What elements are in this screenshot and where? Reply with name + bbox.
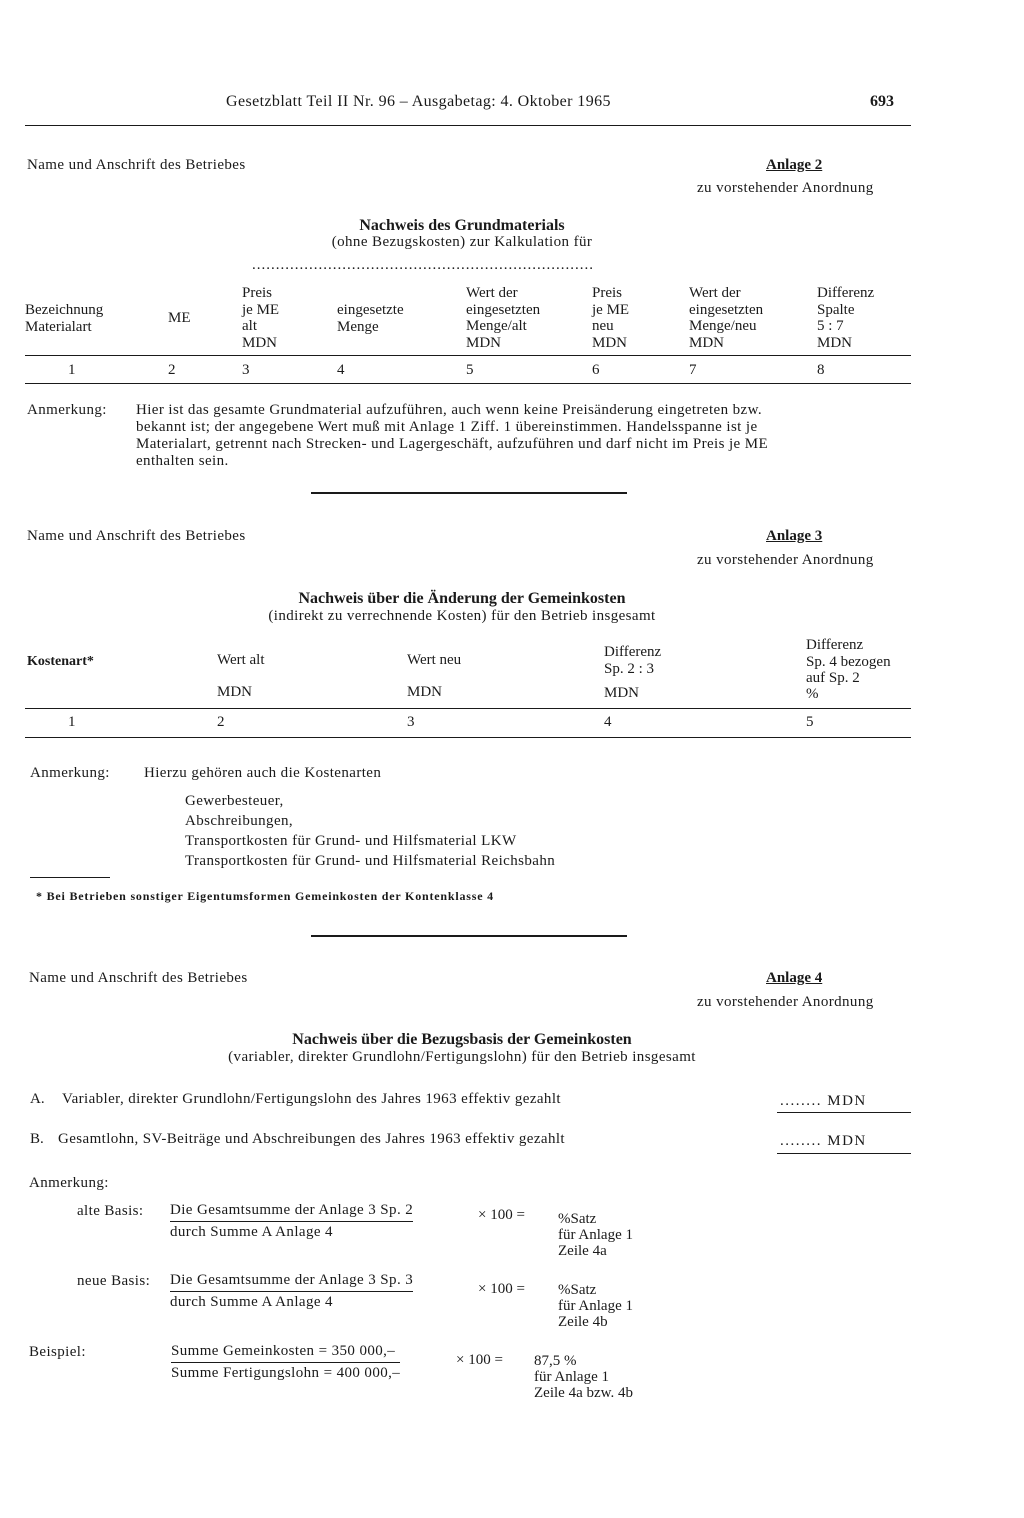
table-rule <box>25 355 911 356</box>
form-subtitle: (indirekt zu verrechnende Kosten) für den Betrieb insgesamt <box>268 608 656 624</box>
anlage-reference: zu vorstehender Anordnung <box>697 994 874 1010</box>
column-header: Differenz Sp. 2 : 3 <box>604 644 662 677</box>
column-header: Wert alt <box>217 652 265 668</box>
column-number: 4 <box>337 362 345 378</box>
note-item: Abschreibungen, <box>185 813 294 829</box>
column-unit: MDN <box>604 685 640 701</box>
note-item: Transportkosten für Grund- und Hilfsmaterial Reichsbahn <box>185 853 556 869</box>
formula-label: Beispiel: <box>29 1344 86 1360</box>
column-header: Differenz Sp. 4 bezogen auf Sp. 2 <box>806 637 891 686</box>
column-header: Wert der eingesetzten Menge/neu MDN <box>689 285 764 351</box>
column-number: 3 <box>407 714 415 730</box>
column-unit: % <box>806 686 819 702</box>
note-label: Anmerkung: <box>27 402 107 418</box>
column-number: 7 <box>689 362 697 378</box>
formula-label: neue Basis: <box>77 1273 151 1289</box>
amount-field: ........ MDN <box>780 1093 867 1109</box>
anlage-label: Anlage 2 <box>766 157 823 173</box>
formula-result: 87,5 % für Anlage 1 Zeile 4a bzw. 4b <box>534 1353 633 1401</box>
formula-operator: × 100 = <box>478 1207 525 1223</box>
formula-result: %Satz für Anlage 1 Zeile 4a <box>558 1211 633 1259</box>
item-text: Variabler, direkter Grundlohn/Fertigungslohn des Jahres 1963 effektiv gezahlt <box>62 1091 561 1107</box>
section-divider <box>311 935 627 937</box>
note-line: Hier ist das gesamte Grundmaterial aufzuführen, auch wenn keine Preisänderung eingetreten bzw. <box>136 402 762 418</box>
column-header: ME <box>168 310 191 326</box>
column-number: 8 <box>817 362 825 378</box>
column-number: 5 <box>806 714 814 730</box>
table-rule <box>25 383 911 384</box>
column-unit: MDN <box>407 684 443 700</box>
form-subtitle: (ohne Bezugskosten) zur Kalkulation für <box>331 234 593 250</box>
column-number: 5 <box>466 362 474 378</box>
company-label: Name und Anschrift des Betriebes <box>27 157 246 173</box>
formula-fraction: Die Gesamtsumme der Anlage 3 Sp. 2 durch Summe A Anlage 4 <box>170 1202 414 1240</box>
amount-rule <box>777 1112 911 1113</box>
form-subtitle: (variabler, direkter Grundlohn/Fertigungslohn) für den Betrieb insgesamt <box>228 1049 696 1065</box>
anlage-label: Anlage 4 <box>766 970 823 986</box>
formula-operator: × 100 = <box>478 1281 525 1297</box>
column-header: Differenz Spalte 5 : 7 MDN <box>817 285 875 351</box>
note-label: Anmerkung: <box>29 1175 109 1191</box>
formula-fraction: Summe Gemeinkosten = 350 000,– Summe Fertigungslohn = 400 000,– <box>171 1343 401 1381</box>
column-number: 6 <box>592 362 600 378</box>
column-number: 3 <box>242 362 250 378</box>
item-text: Gesamtlohn, SV-Beiträge und Abschreibungen des Jahres 1963 effektiv gezahlt <box>58 1131 565 1147</box>
anlage-reference: zu vorstehender Anordnung <box>697 180 874 196</box>
column-header: Bezeichnung Materialart <box>25 302 104 335</box>
note-item: Transportkosten für Grund- und Hilfsmaterial LKW <box>185 833 517 849</box>
column-header: eingesetzte Menge <box>337 302 404 335</box>
table-rule <box>25 737 911 738</box>
formula-result: %Satz für Anlage 1 Zeile 4b <box>558 1282 633 1330</box>
column-header: Kostenart* <box>27 654 94 669</box>
running-header-title: Gesetzblatt Teil II Nr. 96 – Ausgabetag: 4. Oktober 1965 <box>226 93 611 110</box>
column-number: 2 <box>168 362 176 378</box>
column-number: 4 <box>604 714 612 730</box>
anlage-label: Anlage 3 <box>766 528 823 544</box>
column-number: 2 <box>217 714 225 730</box>
item-label: A. <box>30 1091 45 1107</box>
amount-rule <box>777 1153 911 1154</box>
page-number: 693 <box>870 93 894 110</box>
company-label: Name und Anschrift des Betriebes <box>29 970 248 986</box>
note-intro: Hierzu gehören auch die Kostenarten <box>144 765 382 781</box>
formula-fraction: Die Gesamtsumme der Anlage 3 Sp. 3 durch Summe A Anlage 4 <box>170 1272 414 1310</box>
column-number: 1 <box>68 362 76 378</box>
footnote: * Bei Betrieben sonstiger Eigentumsformen Gemeinkosten der Kontenklasse 4 <box>36 889 494 903</box>
form-title: Nachweis über die Bezugsbasis der Gemeinkosten <box>292 1031 632 1048</box>
section-divider <box>311 492 627 494</box>
form-title: Nachweis des Grundmaterials <box>359 217 565 234</box>
header-rule <box>25 125 911 126</box>
company-label: Name und Anschrift des Betriebes <box>27 528 246 544</box>
note-label: Anmerkung: <box>30 765 110 781</box>
column-header: Wert neu <box>407 652 462 668</box>
amount-field: ........ MDN <box>780 1133 867 1149</box>
column-unit: MDN <box>217 684 253 700</box>
column-number: 1 <box>68 714 76 730</box>
item-label: B. <box>30 1131 44 1147</box>
note-item: Gewerbesteuer, <box>185 793 284 809</box>
footnote-rule <box>30 877 110 878</box>
anlage-reference: zu vorstehender Anordnung <box>697 552 874 568</box>
note-line: Materialart, getrennt nach Strecken- und Lagergeschäft, aufzuführen und darf nicht im Preis je ME <box>136 436 769 452</box>
note-line: enthalten sein. <box>136 453 229 469</box>
dotted-fill-line: ........................................................................ <box>252 257 594 273</box>
table-rule <box>25 708 911 709</box>
formula-label: alte Basis: <box>77 1203 144 1219</box>
column-header: Preis je ME alt MDN <box>242 285 280 351</box>
column-header: Wert der eingesetzten Menge/alt MDN <box>466 285 541 351</box>
note-line: bekannt ist; der angegebene Wert muß mit Anlage 1 Ziff. 1 übereinstimmen. Handelsspanne ist je <box>136 419 758 435</box>
formula-operator: × 100 = <box>456 1352 503 1368</box>
form-title: Nachweis über die Änderung der Gemeinkosten <box>298 590 626 607</box>
column-header: Preis je ME neu MDN <box>592 285 630 351</box>
